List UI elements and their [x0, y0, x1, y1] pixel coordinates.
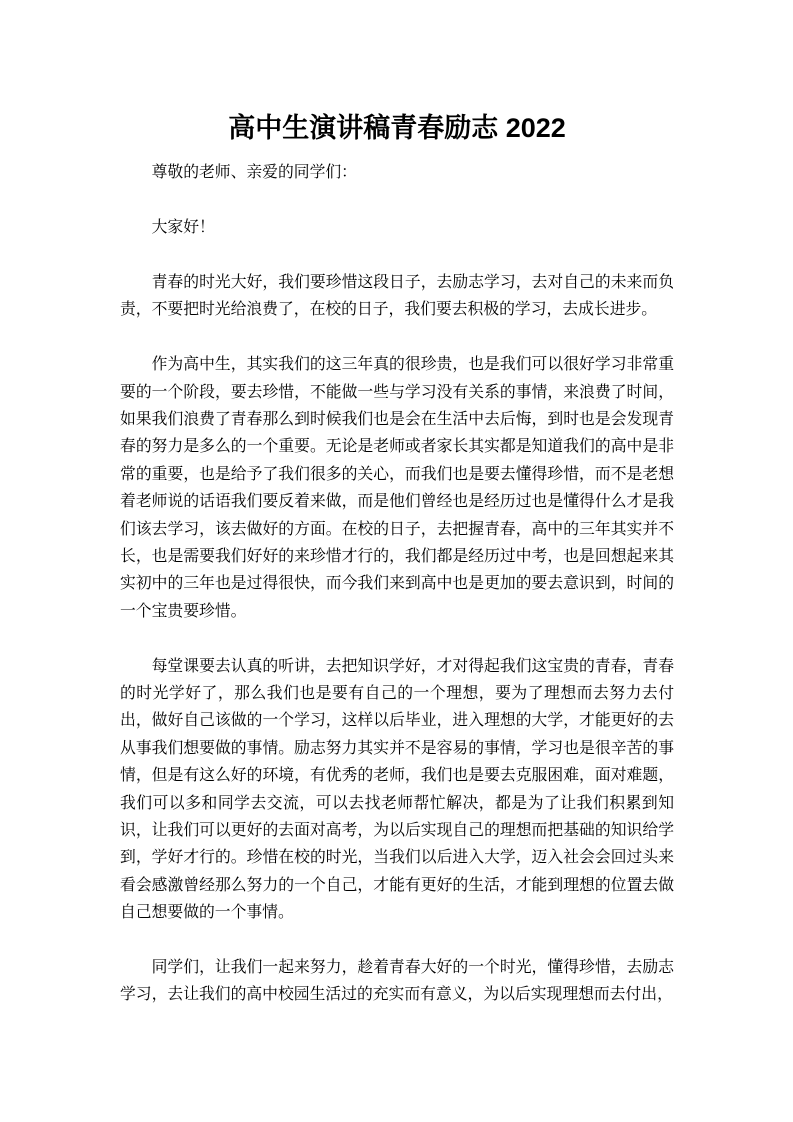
paragraph-body-2: 每堂课要去认真的听讲，去把知识学好，才对得起我们这宝贵的青春，青春的时光学好了，那么我们也是要有自己的一个理想，要为了理想而去努力去付出，做好自己该做的一个学习，这样以后毕业，进入理想的大学，才能更好的去从事我们想要做的事情。励志努力其实并不是容易的事情，学习也是很辛苦的事情，但是有这么好的环境，有优秀的老师，我们也是要去克服困难，面对难题，我们可以多和同学去交流，可以去找老师帮忙解决，都是为了让我们积累到知识，让我们可以更好的去面对高考，为以后实现自己的理想而把基础的知识给学到，学好才行的。珍惜在校的时光，当我们以后进入大学，迈入社会会回过头来看会感激曾经那么努力的一个自己，才能有更好的生活，才能到理想的位置去做自己想要做的一个事情。 [120, 657, 674, 922]
paragraph-body-3: 同学们，让我们一起来努力，趁着青春大好的一个时光，懂得珍惜，去励志学习，去让我们的高中校园生活过的充实而有意义，为以后实现理想而去付出， [120, 959, 674, 1004]
paragraph-intro: 青春的时光大好，我们要珍惜这段日子，去励志学习，去对自己的未来而负责，不要把时光给浪费了，在校的日子，我们要去积极的学习，去成长进步。 [120, 273, 674, 319]
document-page [120, 112, 674, 1036]
paragraph-greeting: 大家好！ [151, 219, 215, 237]
paragraph-body-1: 作为高中生，其实我们的这三年真的很珍贵，也是我们可以很好学习非常重要的一个阶段，要去珍惜，不能做一些与学习没有关系的事情，来浪费了时间，如果我们浪费了青春那么到时候我们也是会在生活中去后悔，到时也是会发现青春的努力是多么的一个重要。无论是老师或者家长其实都是知道我们的高中是非常的重要，也是给予了我们很多的关心，而我们也是要去懂得珍惜，而不是老想着老师说的话语我们要反着来做，而是他们曾经也是经历过也是懂得什么才是我们该去学习，该去做好的方面。在校的日子，去把握青春，高中的三年其实并不长，也是需要我们好好的来珍惜才行的，我们都是经历过中考，也是回想起来其实初中的三年也是过得很快，而今我们来到高中也是更加的要去意识到，时间的一个宝贵要珍惜。 [120, 356, 674, 620]
page-title: 高中生演讲稿青春励志 2022 [228, 113, 566, 143]
paragraph-salutation: 尊敬的老师、亲爱的同学们： [151, 164, 357, 182]
